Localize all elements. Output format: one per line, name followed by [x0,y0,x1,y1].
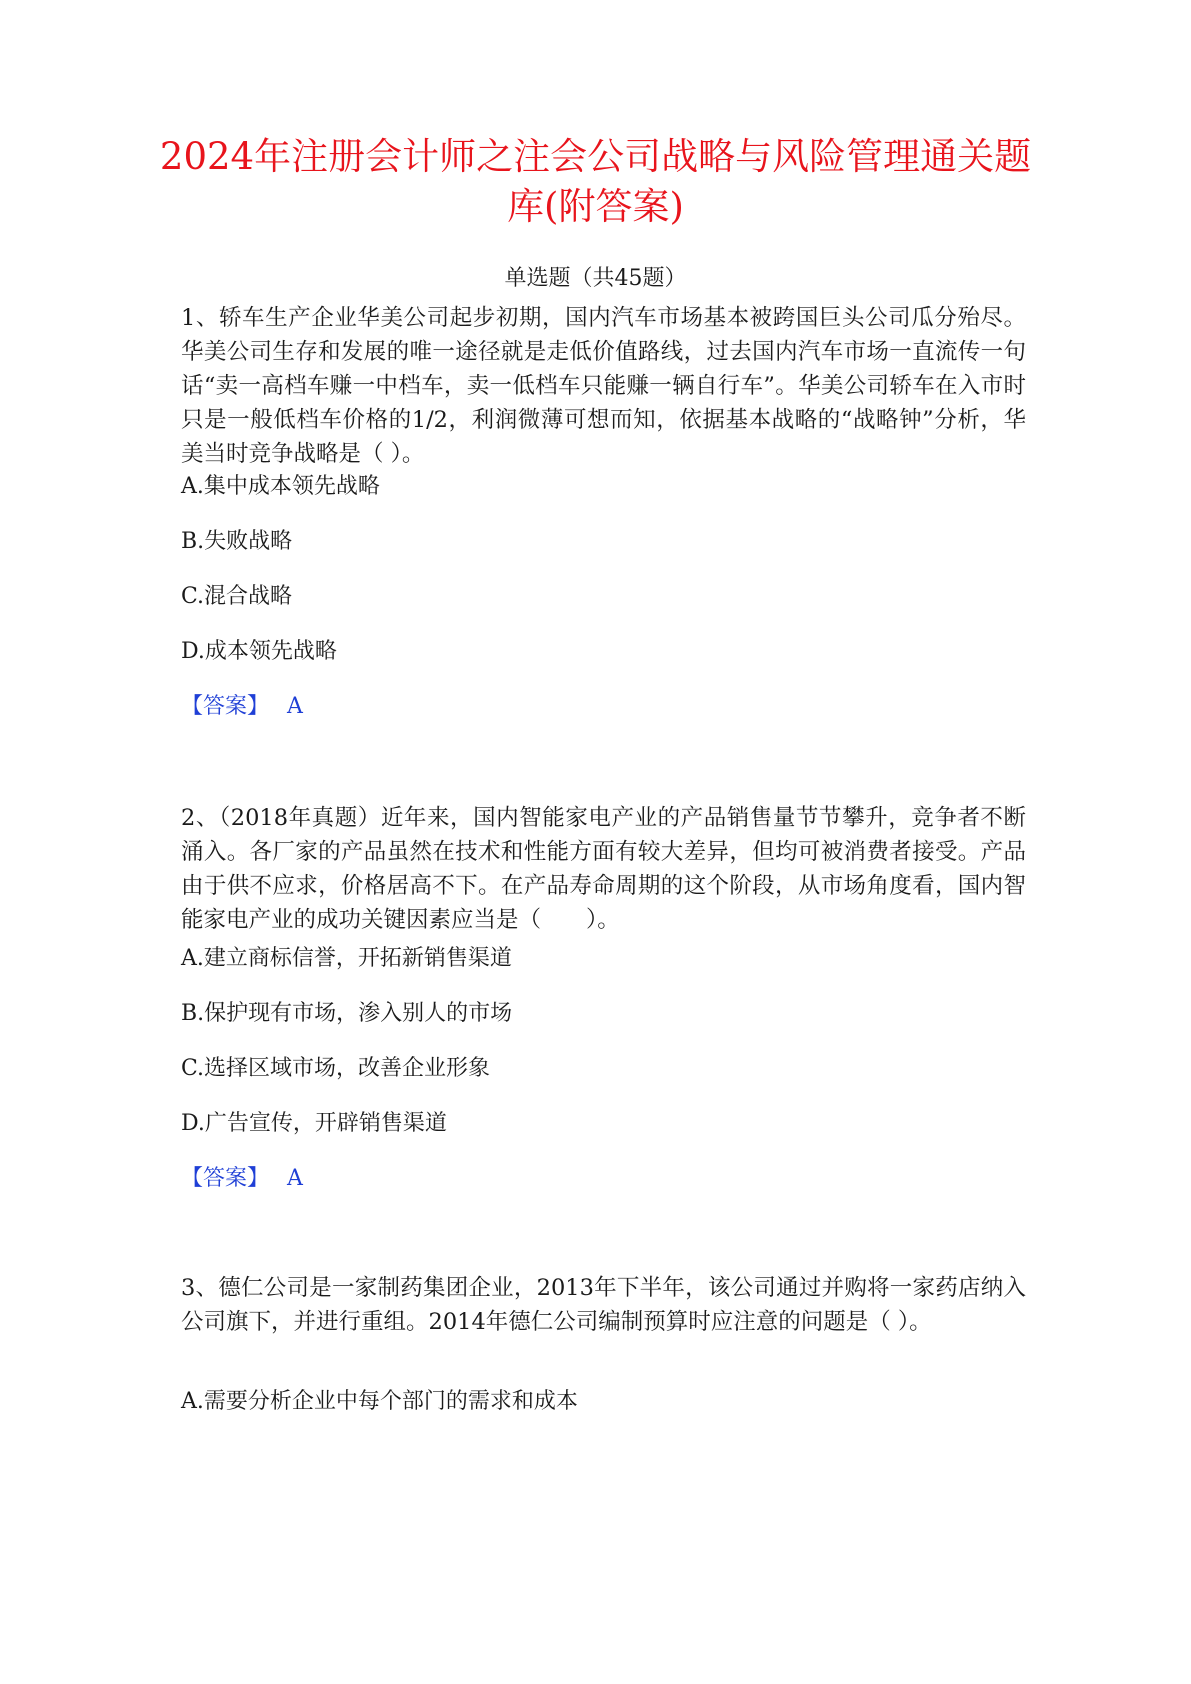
question-2-option-a: A.建立商标信誉，开拓新销售渠道 [181,946,512,971]
question-2-option-b: B.保护现有市场，渗入别人的市场 [181,1001,513,1026]
question-3-stem: 3、德仁公司是一家制药集团企业，2013年下半年，该公司通过并购将一家药店纳入公司旗下，并进行重组。2014年德仁公司编制预算时应注意的问题是（ ）。 [181,1275,1026,1335]
question-2-option-d: D.广告宣传，开辟销售渠道 [181,1111,447,1136]
question-2-stem: 2、（2018年真题）近年来，国内智能家电产业的产品销售量节节攀升，竞争者不断涌入。各厂家的产品虽然在技术和性能方面有较大差异，但均可被消费者接受。产品由于供不应求，价格居高不下。在产品寿命周期的这个阶段，从市场角度看，国内智能家电产业的成功关键因素应当是（ ）。 [181,805,1026,933]
question-1-option-a: A.集中成本领先战略 [181,474,380,499]
answer-value: A [287,694,303,719]
answer-value: A [287,1166,303,1191]
question-1-option-d: D.成本领先战略 [181,639,337,664]
answer-label: 【答案】 [181,694,270,719]
question-2-option-c: C.选择区域市场，改善企业形象 [181,1056,491,1081]
answer-label: 【答案】 [181,1166,270,1191]
question-2-answer [181,1164,303,1194]
question-1-option-b: B.失败战略 [181,529,293,554]
document-title: 2024年注册会计师之注会公司战略与风险管理通关题库(附答案) [159,135,1032,228]
question-1-option-c: C.混合战略 [181,584,293,609]
question-1-answer [181,692,303,722]
question-3-option-a: A.需要分析企业中每个部门的需求和成本 [181,1389,578,1414]
question-1-stem: 1、轿车生产企业华美公司起步初期，国内汽车市场基本被跨国巨头公司瓜分殆尽。华美公司生存和发展的唯一途径就是走低价值路线，过去国内汽车市场一直流传一句话“卖一高档车赚一中档车，卖一低档车只能赚一辆自行车”。华美公司轿车在入市时只是一般低档车价格的1/2，利润微薄可想而知，依据基本战略的“战略钟”分析，华美当时竞争战略是（ ）。 [181,305,1026,467]
section-heading: 单选题（共45题） [504,266,687,291]
